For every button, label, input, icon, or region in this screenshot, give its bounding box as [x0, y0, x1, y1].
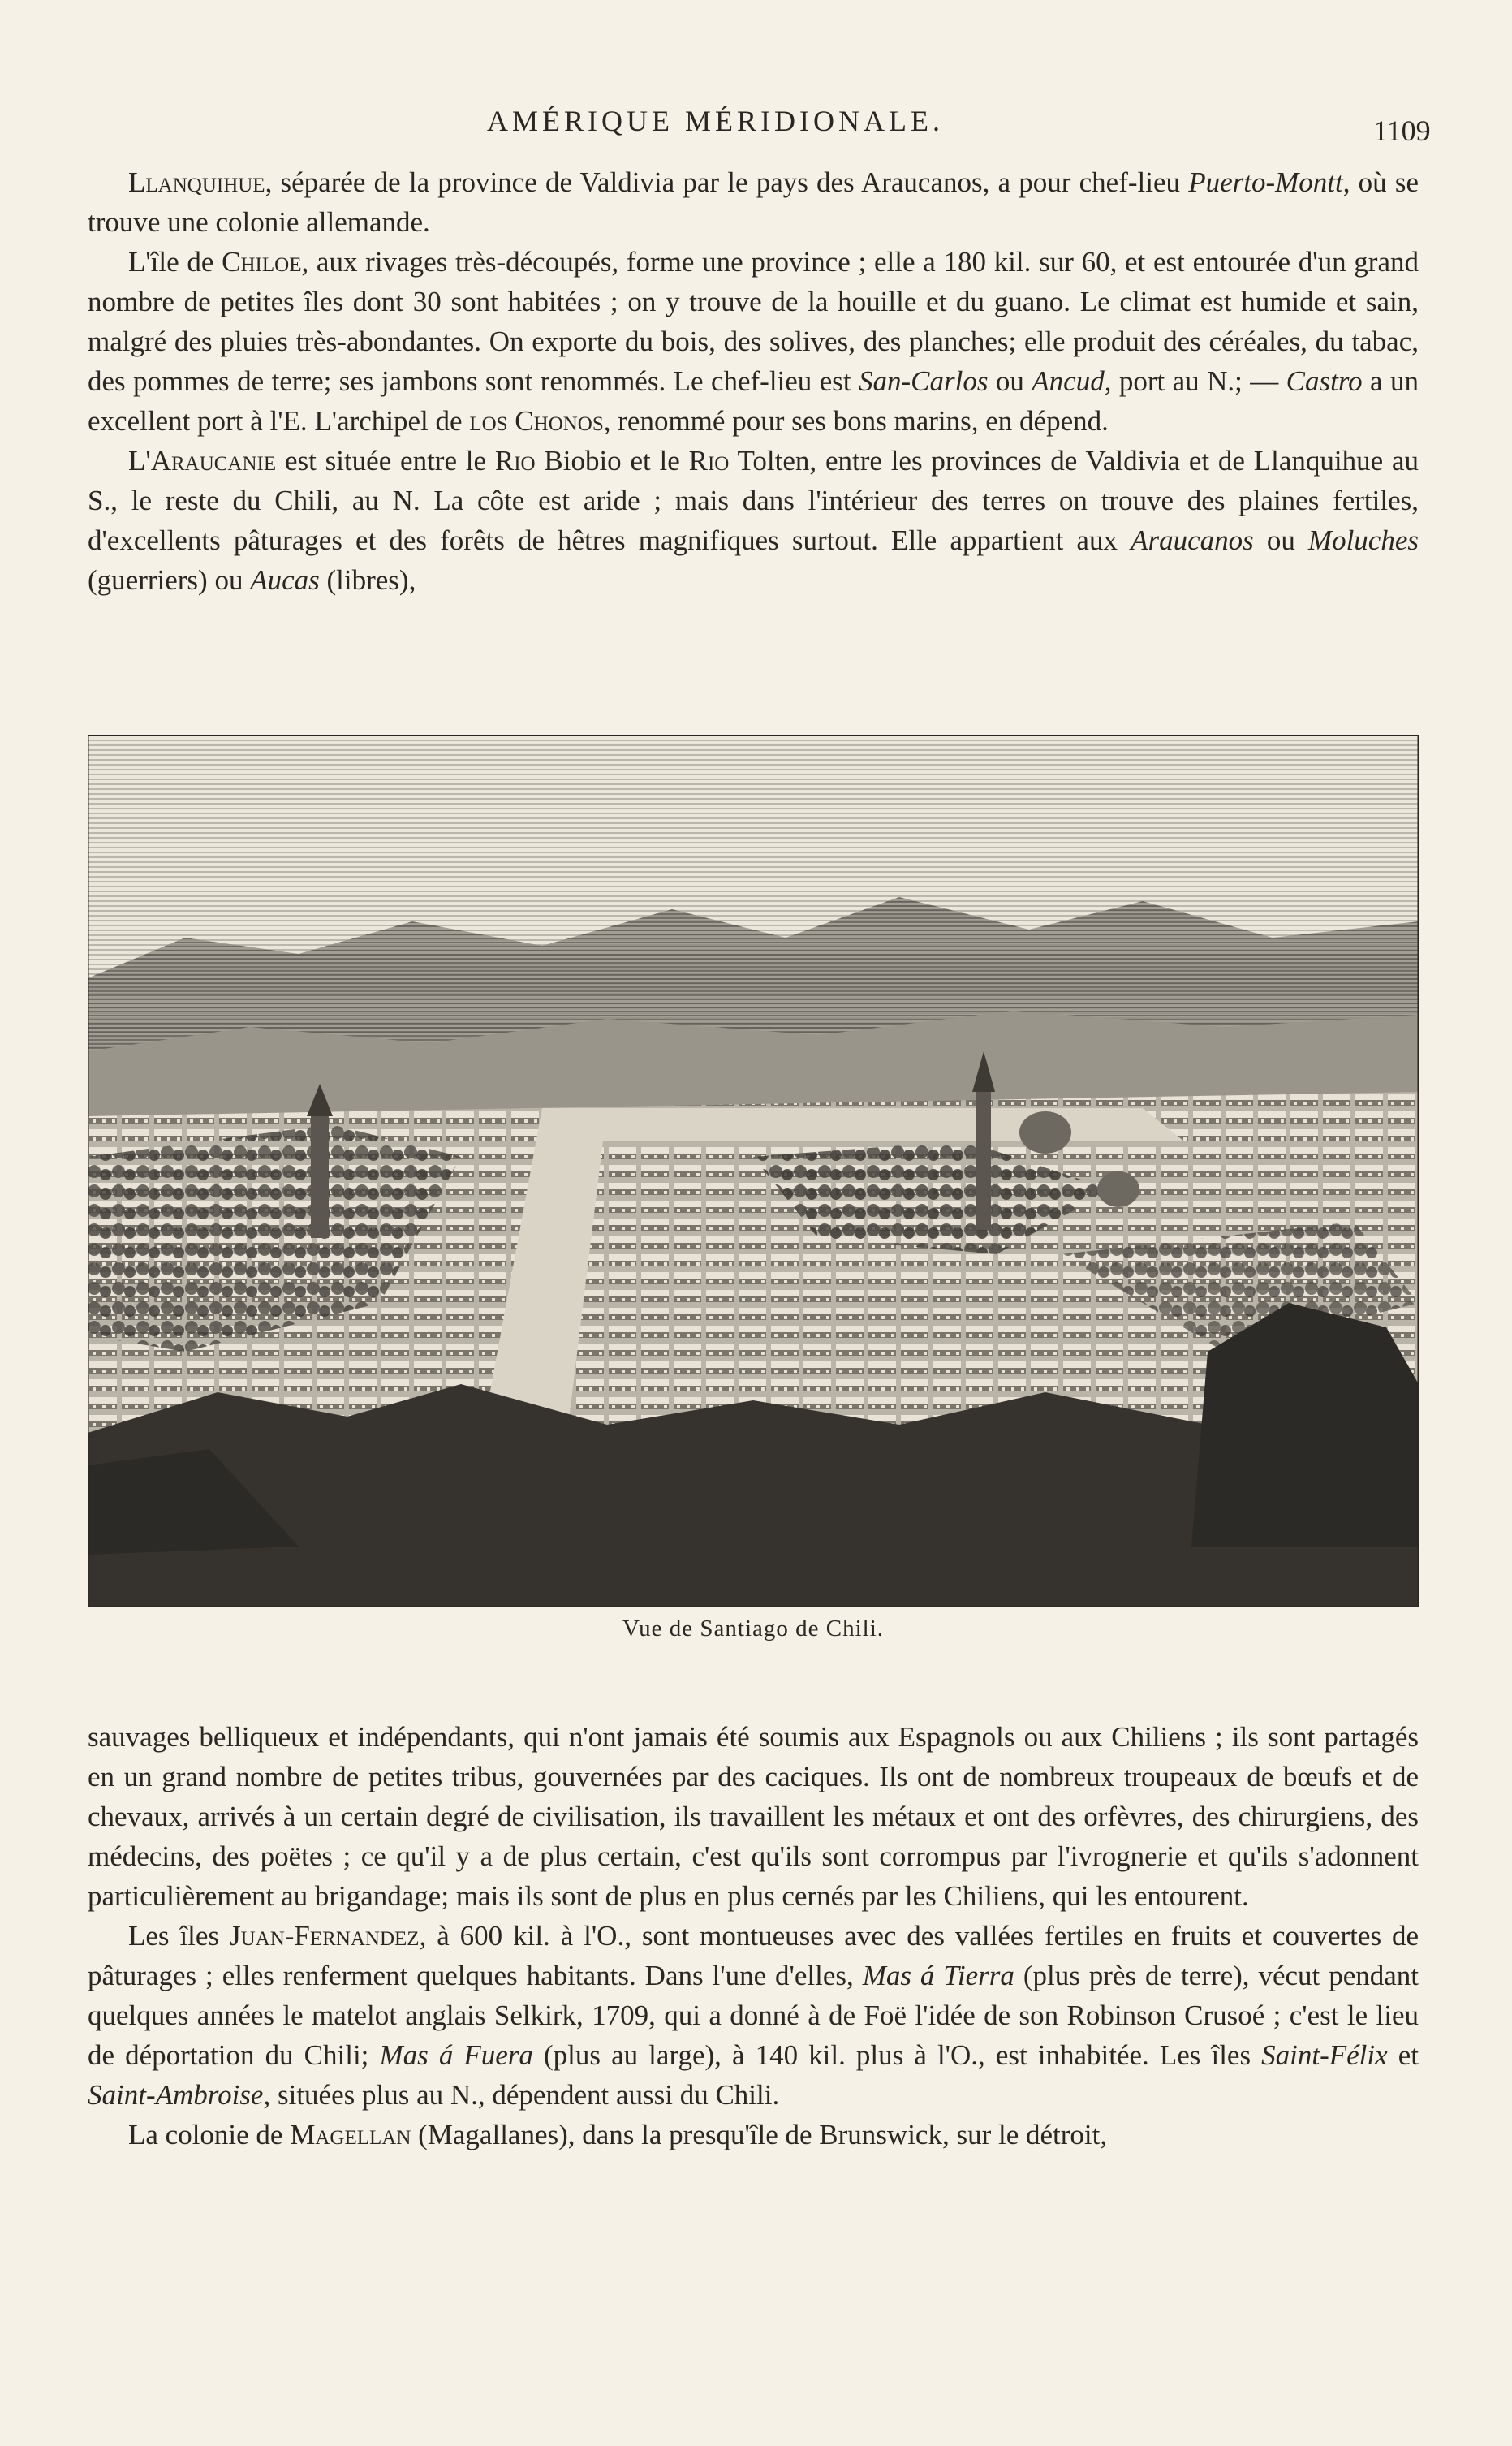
people-name: Moluches [1307, 524, 1419, 556]
place-name: Llanquihue [128, 166, 265, 198]
text-run: (plus au large), à 140 kil. plus à l'O., est inhabitée. Les îles [532, 2039, 1262, 2071]
text-run: (guerriers) ou [88, 564, 251, 596]
place-name: Saint-Ambroise [88, 2079, 264, 2111]
text-run: Tolten, entre les provinces de Valdivia et de Llanquihue au S., le reste du Chili, au N. La côte est aride ; mais dans l'intérieur des terres on trouve des plaines fertiles, d'excellents pâturages et des forêts de hêtres magnifiques surtout. Elle appartient aux [88, 445, 1419, 556]
place-name: Araucanie [150, 445, 277, 477]
text-run: , aux rivages très-découpés, forme une province ; elle a 180 kil. sur 60, et est entourée d'un grand nombre de petites îles dont 30 sont habitées ; on y trouve de la houille et du guano. Le climat est humide et sain, malgré des pluies très-abondantes. On exporte du bois, des solives, des planches; elle produit des céréales, du tabac, des pommes de terre; ses jambons sont renommés. Le chef-lieu est [88, 246, 1419, 397]
paragraph-magellan [88, 2115, 1419, 2155]
place-name: Puerto-Montt [1188, 166, 1343, 198]
people-name: Aucas [250, 564, 320, 596]
text-run: est située entre le [276, 445, 495, 477]
text-run: L'île de [128, 246, 222, 278]
engraving-illustration [88, 735, 1419, 1607]
page-number: 1109 [1373, 114, 1431, 147]
text-run: , à 600 kil. à l'O., sont montueuses avec des vallées fertiles en fruits et couvertes de pâturages ; elles renferment quelques habitants. Dans l'une d'elles, [88, 1920, 1419, 1991]
text-run: (plus près de terre), vécut pendant quelques années le matelot anglais Selkirk, 1709, qui a donné à de Foë l'idée de son Robinson Crusoé ; c'est le lieu de déportation du Chili; [88, 1960, 1419, 2071]
place-name: Ancud [1032, 365, 1105, 397]
text-block-top [88, 162, 1419, 600]
place-name: Magellan [290, 2119, 411, 2150]
place-name: los Chonos [469, 405, 604, 437]
text-run: (libres), [319, 564, 416, 596]
engraving-santiago [88, 735, 1419, 1607]
running-head: AMÉRIQUE MÉRIDIONALE. [487, 105, 944, 137]
text-run: , séparée de la province de Valdivia par le pays des Araucanos, a pour chef-lieu [265, 166, 1189, 198]
place-name: San-Carlos [859, 365, 989, 397]
place-name: Rio [494, 445, 536, 477]
text-run: Biobio et le [535, 445, 689, 477]
text-run: L' [128, 445, 151, 477]
text-run: et [1387, 2039, 1419, 2071]
text-run: ou [1253, 524, 1308, 556]
text-run: , situées plus au N., dépendent aussi du Chili. [263, 2079, 780, 2111]
paragraph-llanquihue [88, 162, 1419, 242]
place-name: Juan-Fernandez [229, 1920, 420, 1952]
paragraph-sauvages: sauvages belliqueux et indépendants, qui n'ont jamais été soumis aux Espagnols ou aux Chiliens ; ils sont partagés en un grand nombre de petites tribus, gouvernées par des caciques. Ils ont de nombreux troupeaux de bœufs et de chevaux, arrivés à un certain degré de civilisation, ils travaillent les métaux et ont des orfèvres, des chirurgiens, des médecins, des poëtes ; ce qu'il y a de plus certain, c'est qu'ils sont corrompus par l'ivrognerie et qu'ils s'adonnent particulièrement au brigandage; mais ils sont de plus en plus cernés par les Chiliens, qui les entourent. [88, 1721, 1419, 1912]
place-name: Mas á Tierra [862, 1960, 1014, 1991]
paragraph-juan-fernandez [88, 1916, 1419, 2115]
place-name: Castro [1286, 365, 1363, 397]
text-block-bottom [88, 1717, 1419, 2155]
text-run: Les îles [128, 1920, 230, 1952]
text-run: , renommé pour ses bons marins, en dépend. [603, 405, 1109, 437]
place-name: Chiloe [222, 246, 302, 278]
text-run: , où se trouve une colonie allemande. [88, 166, 1419, 238]
place-name: Mas á Fuera [379, 2039, 533, 2071]
paragraph-chiloe [88, 242, 1419, 441]
text-run: a un excellent port à l'E. L'archipel de [88, 365, 1419, 437]
place-name: Saint-Félix [1261, 2039, 1388, 2071]
figure-caption: Vue de Santiago de Chili. [622, 1616, 885, 1641]
paragraph-araucanie [88, 441, 1419, 600]
people-name: Araucanos [1131, 524, 1254, 556]
text-run: , port au N.; — [1104, 365, 1286, 397]
text-run: (Magallanes), dans la presqu'île de Brunswick, sur le détroit, [411, 2119, 1108, 2150]
place-name: Rio [688, 445, 730, 477]
text-run: La colonie de [128, 2119, 291, 2150]
text-run: ou [988, 365, 1032, 397]
